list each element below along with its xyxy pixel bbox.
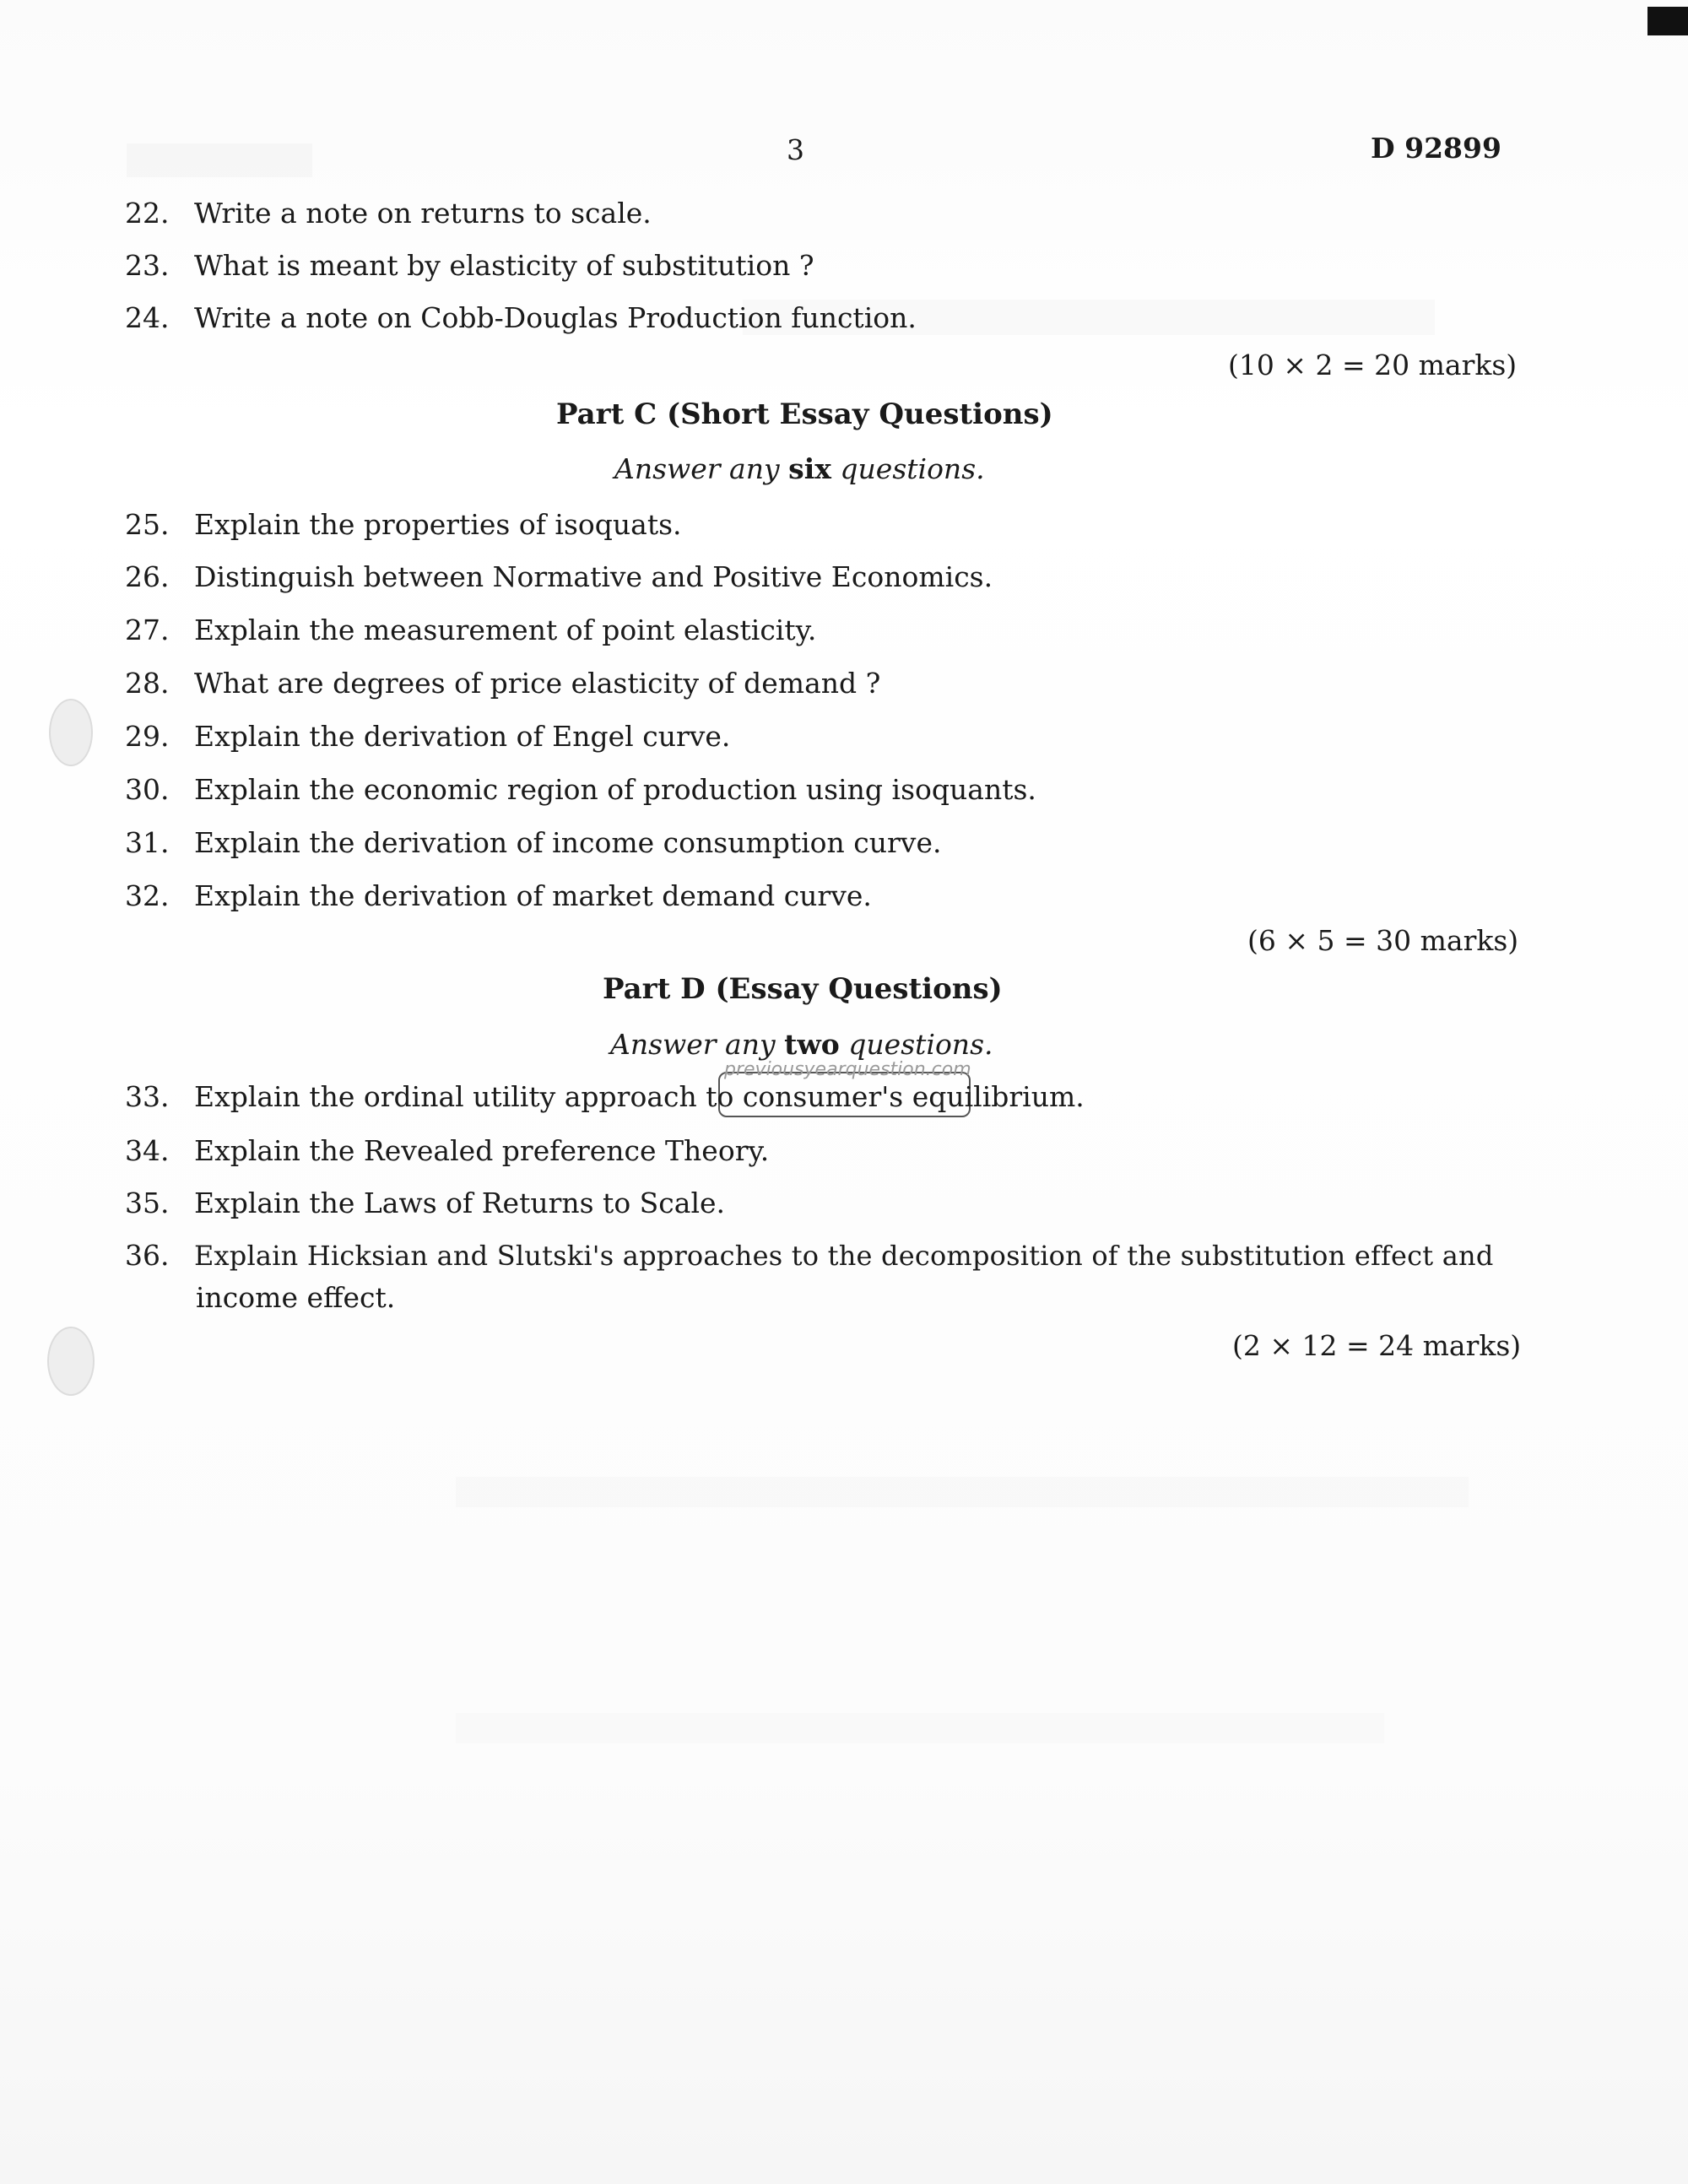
question-number: 23. [125, 249, 170, 282]
question-text: Explain the properties of isoquats. [194, 508, 682, 541]
instruction-text: Answer any [610, 1028, 785, 1061]
instruction-count: two [784, 1028, 840, 1061]
question-25 [125, 508, 682, 541]
question-number: 31. [125, 826, 170, 859]
question-31 [125, 826, 941, 859]
punch-hole [47, 1327, 95, 1396]
punch-hole [49, 699, 93, 766]
question-number: 34. [125, 1134, 170, 1167]
instruction-text: Answer any [614, 452, 789, 485]
question-number: 27. [125, 614, 170, 646]
bleed-through-shape [127, 143, 312, 177]
question-29 [125, 720, 730, 753]
question-number: 29. [125, 720, 170, 753]
question-text: Explain the economic region of production using isoquants. [194, 773, 1036, 806]
question-32 [125, 879, 872, 912]
question-text: Write a note on Cobb-Douglas Production function. [194, 301, 917, 334]
question-number: 22. [125, 197, 170, 230]
question-text: Distinguish between Normative and Positive Economics. [194, 560, 993, 593]
part-d-instruction [610, 1028, 993, 1061]
question-36-continuation: income effect. [196, 1281, 396, 1314]
watermark: previousyearquestion.com [724, 1059, 971, 1080]
question-number: 24. [125, 301, 170, 334]
question-34 [125, 1134, 769, 1167]
question-text: Explain the Laws of Returns to Scale. [194, 1187, 726, 1219]
question-30 [125, 773, 1036, 806]
part-d-marks: (2 × 12 = 24 marks) [1232, 1329, 1522, 1362]
question-text: What is meant by elasticity of substitution ? [194, 249, 814, 282]
question-text: Explain the derivation of Engel curve. [194, 720, 731, 753]
question-33 [125, 1080, 1085, 1113]
question-number: 36. [125, 1239, 170, 1272]
page-number: 3 [787, 133, 804, 166]
question-number: 28. [125, 667, 170, 700]
question-number: 35. [125, 1187, 170, 1219]
question-text: Write a note on returns to scale. [194, 197, 652, 230]
question-text: Explain the measurement of point elasticity. [194, 614, 817, 646]
part-c-marks: (6 × 5 = 30 marks) [1247, 924, 1519, 957]
question-number: 33. [125, 1080, 170, 1113]
question-text: Explain the derivation of market demand curve. [194, 879, 872, 912]
part-b-marks: (10 × 2 = 20 marks) [1228, 349, 1518, 381]
question-28 [125, 667, 880, 700]
question-22 [125, 197, 652, 230]
question-23 [125, 249, 814, 282]
bleed-through-shape [456, 1713, 1384, 1743]
question-36 [125, 1239, 1494, 1272]
question-24 [125, 301, 917, 334]
question-35 [125, 1187, 725, 1219]
question-27 [125, 614, 816, 646]
instruction-count: six [788, 452, 831, 485]
bleed-through-shape [456, 1477, 1469, 1507]
question-text: What are degrees of price elasticity of demand ? [194, 667, 881, 700]
question-text: Explain the ordinal utility approach to consumer's equilibrium. [194, 1080, 1085, 1113]
question-text: Explain the derivation of income consumption curve. [194, 826, 942, 859]
part-c-instruction [614, 452, 985, 485]
instruction-text: questions. [830, 452, 985, 485]
instruction-text: questions. [839, 1028, 993, 1061]
question-number: 30. [125, 773, 170, 806]
part-c-heading: Part C (Short Essay Questions) [556, 397, 1053, 431]
question-text: Explain the Revealed preference Theory. [194, 1134, 770, 1167]
paper-code: D 92899 [1371, 132, 1501, 165]
question-number: 26. [125, 560, 170, 593]
question-26 [125, 560, 993, 593]
scan-corner-mark [1647, 7, 1688, 35]
question-text: Explain Hicksian and Slutski's approaches to the decomposition of the substitution effect and [194, 1240, 1494, 1272]
question-number: 25. [125, 508, 170, 541]
question-number: 32. [125, 879, 170, 912]
part-d-heading: Part D (Essay Questions) [603, 972, 1003, 1006]
